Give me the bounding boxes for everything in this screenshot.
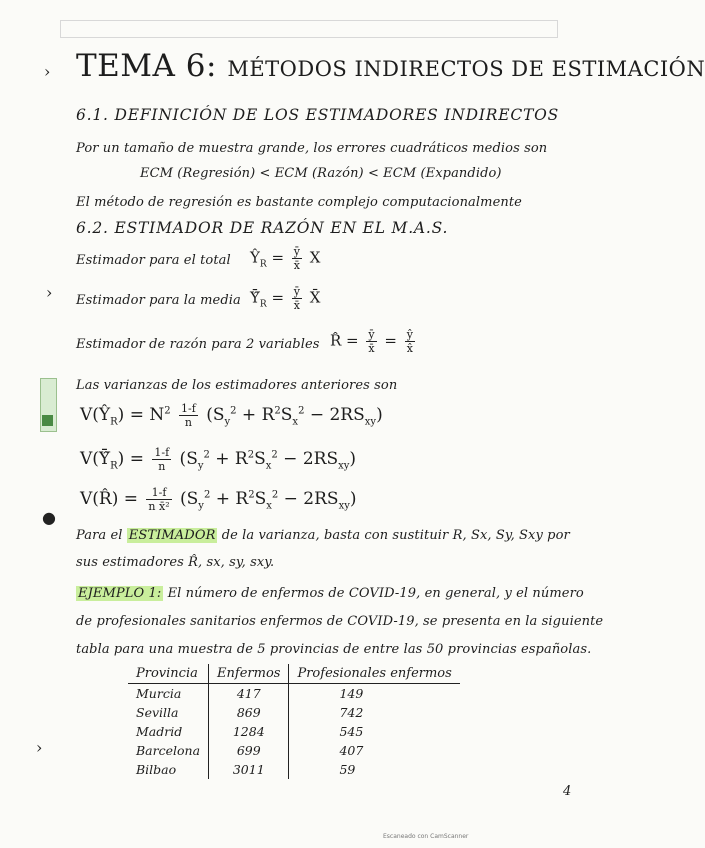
table-cell: 699 <box>209 741 289 760</box>
table-cell: 3011 <box>209 760 289 779</box>
variance-total-formula: $V(Ŷ_R) = N^2$ $\frac{1-f}{n}$ $(S_y^2 + R^2S_x^2 - 2RS_{xy})$ <box>80 402 383 429</box>
table-row <box>128 741 460 760</box>
bullet-mark: › <box>36 738 43 757</box>
est-total-formula: $Ŷ_R$ = $\frac{ȳ}{x̄}$ X <box>250 245 321 272</box>
para3-start: Para el <box>76 528 123 543</box>
table-header-row <box>128 664 460 684</box>
example-line3: tabla para una muestra de 5 provincias de entre las 50 provincias españolas. <box>76 642 592 657</box>
top-frame <box>60 20 558 38</box>
bullet-mark: ● <box>42 508 56 527</box>
table-cell: 417 <box>209 684 289 704</box>
para3-line1 <box>76 528 570 543</box>
scanner-tag <box>40 378 57 432</box>
table-row <box>128 760 460 779</box>
bullet-mark: › <box>46 283 53 302</box>
variances-intro: Las varianzas de los estimadores anteriores son <box>76 378 398 393</box>
section-6-2-heading: 6.2. ESTIMADOR DE RAZÓN EN EL M.A.S. <box>76 219 449 237</box>
page-title <box>76 48 705 84</box>
example-line1 <box>76 586 584 601</box>
table-cell: Sevilla <box>136 705 179 720</box>
header-profesionales: Profesionales enfermos <box>289 664 460 684</box>
table-cell: Bilbao <box>136 762 177 777</box>
table-cell: 1284 <box>209 722 289 741</box>
para3-highlight: ESTIMADOR <box>128 528 216 543</box>
example-line2: de profesionales sanitarios enfermos de COVID-19, se presenta en la siguiente <box>76 614 604 629</box>
para1-line1: Por un tamaño de muestra grande, los errores cuadráticos medios son <box>76 141 548 156</box>
table-cell: Murcia <box>136 686 182 701</box>
para1-line2: ECM (Regresión) < ECM (Razón) < ECM (Expandido) <box>140 166 502 181</box>
table-cell: Barcelona <box>136 743 201 758</box>
bullet-mark: › <box>44 62 51 81</box>
variance-ratio-formula: V(R̂) = $\frac{1-f}{\text{n x̄²}}$ $(S_y^2 + R^2S_x^2 - 2RS_{xy})$ <box>80 486 357 513</box>
scanner-footer: Escaneado con CamScanner <box>383 833 469 840</box>
est-ratio-formula: R̂ = $\frac{ȳ}{x̄}$ = $\frac{ŷ}{x̂}$ <box>330 328 413 355</box>
data-table <box>128 664 460 779</box>
table-cell: 407 <box>339 743 364 758</box>
table-cell: Madrid <box>136 724 183 739</box>
est-total-label: Estimador para el total <box>76 253 231 268</box>
example-text: El número de enfermos de COVID-19, en general, y el número <box>167 586 584 601</box>
table-row <box>128 684 460 704</box>
page-number: 4 <box>563 784 572 799</box>
para3-rest: de la varianza, basta con sustituir R, Sx, Sy, Sxy por <box>221 528 570 543</box>
table-cell: 869 <box>209 703 289 722</box>
table-row <box>128 703 460 722</box>
est-mean-formula: $Ȳ̂_R$ = $\frac{ȳ}{x̄}$ X̄ <box>250 285 321 312</box>
example-label: EJEMPLO 1: <box>78 586 162 601</box>
title-main: TEMA 6: <box>76 48 217 84</box>
est-ratio-label: Estimador de razón para 2 variables <box>76 337 320 352</box>
title-sub: MÉTODOS INDIRECTOS DE ESTIMACIÓN <box>227 57 705 81</box>
header-enfermos: Enfermos <box>209 664 289 684</box>
para2: El método de regresión es bastante complejo computacionalmente <box>76 195 522 210</box>
header-provincia: Provincia <box>128 664 209 684</box>
table-cell: 59 <box>339 762 356 777</box>
table-cell: 149 <box>339 686 364 701</box>
variance-mean-formula: $V(Ȳ̂_R)$ = $\frac{1-f}{n}$ $(S_y^2 + R^2S_x^2 - 2RS_{xy})$ <box>80 446 357 473</box>
table-cell: 742 <box>339 705 364 720</box>
table-cell: 545 <box>339 724 364 739</box>
est-mean-label: Estimador para la media <box>76 293 241 308</box>
table-row <box>128 722 460 741</box>
para3-line2: sus estimadores R̂, sx, sy, sxy. <box>76 555 275 570</box>
section-6-1-heading: 6.1. DEFINICIÓN DE LOS ESTIMADORES INDIRECTOS <box>76 106 560 124</box>
